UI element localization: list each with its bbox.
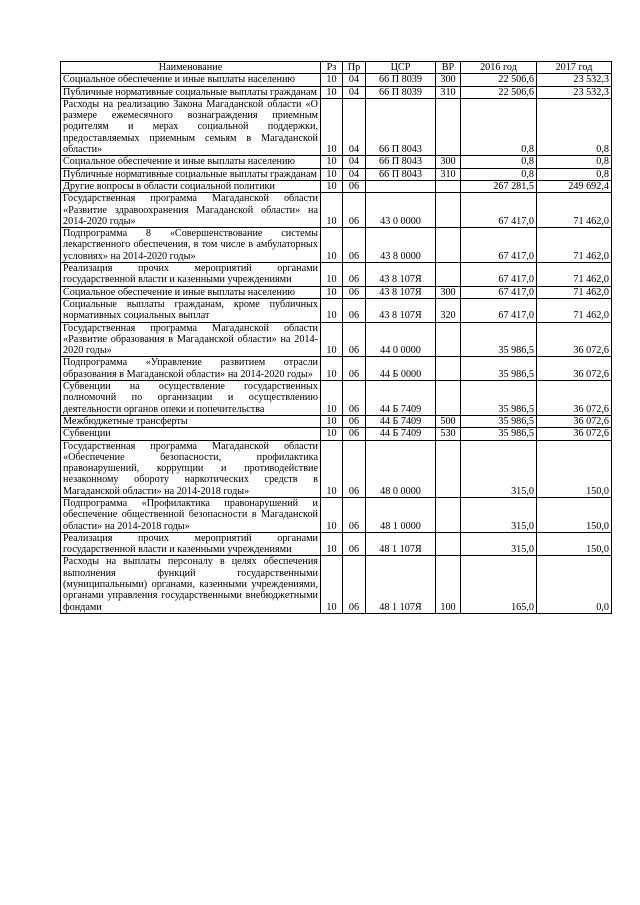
- row-pr: 06: [343, 357, 366, 381]
- row-pr: 06: [343, 286, 366, 298]
- row-2017: 36 072,6: [537, 322, 612, 357]
- row-2017: 150,0: [537, 497, 612, 532]
- row-vr: [436, 193, 461, 228]
- table-row: [61, 440, 612, 497]
- row-2017: 36 072,6: [537, 428, 612, 440]
- row-2017: 0,8: [537, 156, 612, 168]
- table-row: [61, 74, 612, 86]
- header-2016: 2016 год: [461, 62, 537, 74]
- row-name: Публичные нормативные социальные выплаты гражданам: [61, 168, 321, 180]
- row-2016: 35 986,5: [461, 381, 537, 416]
- table-row: [61, 168, 612, 180]
- row-2017: 71 462,0: [537, 286, 612, 298]
- row-rz: 10: [321, 228, 343, 263]
- row-pr: 04: [343, 86, 366, 98]
- table-row: [61, 193, 612, 228]
- row-rz: 10: [321, 180, 343, 192]
- row-pr: 06: [343, 322, 366, 357]
- row-2016: 67 417,0: [461, 286, 537, 298]
- row-name: Государственная программа Магаданской области «Обеспечение безопасности, профилактика правонарушений, коррупции и противодействие незаконному обороту наркотических средств в Магаданской области» на 2014-2018 годы»: [61, 440, 321, 497]
- row-vr: [436, 228, 461, 263]
- row-pr: 04: [343, 74, 366, 86]
- row-2016: 35 986,5: [461, 428, 537, 440]
- row-csr: 43 0 0000: [366, 193, 436, 228]
- row-rz: 10: [321, 532, 343, 556]
- row-rz: 10: [321, 381, 343, 416]
- row-pr: 06: [343, 532, 366, 556]
- table-row: [61, 228, 612, 263]
- row-rz: 10: [321, 415, 343, 427]
- row-rz: 10: [321, 193, 343, 228]
- table-body: [61, 74, 612, 614]
- header-2017: 2017 год: [537, 62, 612, 74]
- row-rz: 10: [321, 86, 343, 98]
- row-2017: 36 072,6: [537, 357, 612, 381]
- row-csr: 48 1 107Я: [366, 532, 436, 556]
- table-row: [61, 286, 612, 298]
- row-vr: 100: [436, 556, 461, 613]
- row-rz: 10: [321, 263, 343, 287]
- row-pr: 06: [343, 193, 366, 228]
- row-name: Социальное обеспечение и иные выплаты населению: [61, 74, 321, 86]
- row-name: Расходы на выплаты персоналу в целях обеспечения выполнения функций государственными (муниципальными) органами, казенными учреждениями, органами управления государственными внебюджетными фондами: [61, 556, 321, 613]
- table-row: [61, 428, 612, 440]
- row-vr: 300: [436, 286, 461, 298]
- row-rz: 10: [321, 357, 343, 381]
- row-rz: 10: [321, 440, 343, 497]
- header-csr: ЦСР: [366, 62, 436, 74]
- row-name: Государственная программа Магаданской области «Развитие образования в Магаданской области» на 2014-2020 годы»: [61, 322, 321, 357]
- row-vr: [436, 357, 461, 381]
- row-vr: 320: [436, 298, 461, 322]
- row-vr: [436, 98, 461, 155]
- row-vr: [436, 180, 461, 192]
- row-pr: 06: [343, 263, 366, 287]
- row-name: Субвенции: [61, 428, 321, 440]
- table-row: [61, 381, 612, 416]
- row-vr: 310: [436, 86, 461, 98]
- row-rz: 10: [321, 74, 343, 86]
- row-2017: 71 462,0: [537, 228, 612, 263]
- row-pr: 06: [343, 381, 366, 416]
- row-pr: 06: [343, 556, 366, 613]
- budget-table: [60, 61, 612, 614]
- row-csr: 43 8 107Я: [366, 298, 436, 322]
- row-csr: 44 Б 7409: [366, 381, 436, 416]
- row-name: Подпрограмма 8 «Совершенствование системы лекарственного обеспечения, в том числе в амбулаторных условиях» на 2014-2020 годы»: [61, 228, 321, 263]
- row-2017: 0,8: [537, 98, 612, 155]
- header-pr: Пр: [343, 62, 366, 74]
- row-csr: 43 8 0000: [366, 228, 436, 263]
- row-2016: 35 986,5: [461, 357, 537, 381]
- row-name: Публичные нормативные социальные выплаты гражданам: [61, 86, 321, 98]
- row-rz: 10: [321, 286, 343, 298]
- row-2016: 0,8: [461, 156, 537, 168]
- table-row: [61, 532, 612, 556]
- row-pr: 04: [343, 156, 366, 168]
- row-2017: 249 692,4: [537, 180, 612, 192]
- row-2016: 315,0: [461, 532, 537, 556]
- row-csr: 44 Б 7409: [366, 428, 436, 440]
- row-csr: 48 0 0000: [366, 440, 436, 497]
- row-name: Реализация прочих мероприятий органами государственной власти и казенными учреждениями: [61, 263, 321, 287]
- row-vr: [436, 263, 461, 287]
- row-pr: 06: [343, 228, 366, 263]
- row-vr: 500: [436, 415, 461, 427]
- row-pr: 06: [343, 428, 366, 440]
- row-csr: 48 1 107Я: [366, 556, 436, 613]
- row-pr: 06: [343, 298, 366, 322]
- row-2017: 0,8: [537, 168, 612, 180]
- row-name: Социальное обеспечение и иные выплаты населению: [61, 286, 321, 298]
- row-csr: 66 П 8043: [366, 98, 436, 155]
- row-csr: 44 Б 0000: [366, 357, 436, 381]
- row-2016: 0,8: [461, 168, 537, 180]
- row-pr: 06: [343, 415, 366, 427]
- row-name: Государственная программа Магаданской области «Развитие здравоохранения Магаданской области» на 2014-2020 годы»: [61, 193, 321, 228]
- row-vr: [436, 440, 461, 497]
- row-csr: 48 1 0000: [366, 497, 436, 532]
- row-2017: 0,0: [537, 556, 612, 613]
- row-2016: 67 417,0: [461, 193, 537, 228]
- row-csr: 44 Б 7409: [366, 415, 436, 427]
- row-name: Другие вопросы в области социальной политики: [61, 180, 321, 192]
- row-2017: 150,0: [537, 532, 612, 556]
- row-2016: 35 986,5: [461, 322, 537, 357]
- row-2016: 0,8: [461, 98, 537, 155]
- row-csr: 44 0 0000: [366, 322, 436, 357]
- row-csr: 66 П 8039: [366, 86, 436, 98]
- row-rz: 10: [321, 322, 343, 357]
- table-row: [61, 415, 612, 427]
- row-2016: 315,0: [461, 440, 537, 497]
- row-vr: 300: [436, 156, 461, 168]
- row-csr: 66 П 8043: [366, 156, 436, 168]
- row-name: Социальные выплаты гражданам, кроме публичных нормативных социальных выплат: [61, 298, 321, 322]
- row-2017: 36 072,6: [537, 381, 612, 416]
- row-2017: 23 532,3: [537, 74, 612, 86]
- row-2017: 71 462,0: [537, 263, 612, 287]
- row-2016: 315,0: [461, 497, 537, 532]
- row-2016: 267 281,5: [461, 180, 537, 192]
- row-name: Подпрограмма «Управление развитием отрасли образования в Магаданской области» на 2014-2020 годы»: [61, 357, 321, 381]
- row-pr: 06: [343, 440, 366, 497]
- row-csr: 43 8 107Я: [366, 286, 436, 298]
- row-name: Расходы на реализацию Закона Магаданской области «О размере ежемесячного вознаграждения приемным родителям и мерах социальной поддержки, предоставляемых приемным семьям в Магаданской области»: [61, 98, 321, 155]
- row-vr: 530: [436, 428, 461, 440]
- row-2017: 71 462,0: [537, 193, 612, 228]
- row-rz: 10: [321, 428, 343, 440]
- row-rz: 10: [321, 156, 343, 168]
- table-row: [61, 86, 612, 98]
- row-vr: [436, 532, 461, 556]
- row-2017: 36 072,6: [537, 415, 612, 427]
- table-header-row: [61, 62, 612, 74]
- row-rz: 10: [321, 298, 343, 322]
- row-2017: 23 532,3: [537, 86, 612, 98]
- row-rz: 10: [321, 98, 343, 155]
- row-csr: [366, 180, 436, 192]
- table-row: [61, 156, 612, 168]
- row-name: Реализация прочих мероприятий органами государственной власти и казенными учреждениями: [61, 532, 321, 556]
- row-name: Субвенции на осуществление государственных полномочий по организации и осуществлению деятельности органов опеки и попечительства: [61, 381, 321, 416]
- row-2016: 67 417,0: [461, 298, 537, 322]
- table-row: [61, 298, 612, 322]
- row-rz: 10: [321, 497, 343, 532]
- row-vr: 300: [436, 74, 461, 86]
- row-2016: 35 986,5: [461, 415, 537, 427]
- row-pr: 04: [343, 168, 366, 180]
- table-row: [61, 357, 612, 381]
- header-name: Наименование: [61, 62, 321, 74]
- row-pr: 06: [343, 180, 366, 192]
- row-vr: [436, 381, 461, 416]
- row-2016: 67 417,0: [461, 228, 537, 263]
- row-csr: 66 П 8043: [366, 168, 436, 180]
- row-vr: [436, 497, 461, 532]
- row-name: Подпрограмма «Профилактика правонарушений и обеспечение общественной безопасности в Магаданской области» на 2014-2018 годы»: [61, 497, 321, 532]
- row-2016: 22 506,6: [461, 86, 537, 98]
- row-vr: [436, 322, 461, 357]
- table-row: [61, 98, 612, 155]
- table-row: [61, 180, 612, 192]
- row-rz: 10: [321, 168, 343, 180]
- row-2017: 150,0: [537, 440, 612, 497]
- table-row: [61, 497, 612, 532]
- row-2016: 165,0: [461, 556, 537, 613]
- row-rz: 10: [321, 556, 343, 613]
- table-row: [61, 556, 612, 613]
- row-pr: 06: [343, 497, 366, 532]
- header-rz: Рз: [321, 62, 343, 74]
- table-row: [61, 322, 612, 357]
- row-csr: 66 П 8039: [366, 74, 436, 86]
- header-vr: ВР: [436, 62, 461, 74]
- row-2016: 22 506,6: [461, 74, 537, 86]
- row-csr: 43 8 107Я: [366, 263, 436, 287]
- row-vr: 310: [436, 168, 461, 180]
- row-name: Социальное обеспечение и иные выплаты населению: [61, 156, 321, 168]
- table-row: [61, 263, 612, 287]
- row-pr: 04: [343, 98, 366, 155]
- row-2017: 71 462,0: [537, 298, 612, 322]
- row-2016: 67 417,0: [461, 263, 537, 287]
- row-name: Межбюджетные трансферты: [61, 415, 321, 427]
